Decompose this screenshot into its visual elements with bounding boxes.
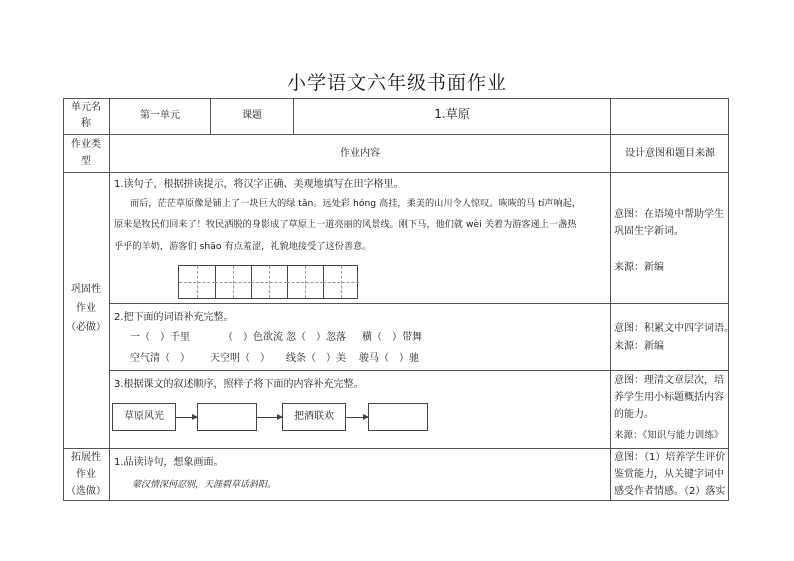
q4-intent-line-2: 鉴赏能力，从关键字词中 (614, 469, 724, 480)
q2-row1-item3: 忽（ ）忽落 (286, 332, 346, 343)
q4-prompt: 1.品读诗句，想象画面。 (114, 457, 224, 468)
q4-intent-line-1: 意图：（1）培养学生评价 (614, 452, 726, 463)
unit-name-label: 单元名 (71, 102, 101, 113)
extend-section-label-2: 作业 (76, 469, 96, 480)
q3-intent-line-3: 的能力。 (614, 409, 654, 420)
q3-source: 来源：《知识与能力训练》 (614, 430, 724, 441)
tianzige-grid[interactable] (178, 265, 358, 299)
content-header: 作业内容 (340, 148, 380, 159)
intent-header: 设计意图和题目来源 (625, 148, 715, 159)
homework-type-label: 作业类 (71, 139, 101, 150)
sequence-arrow (346, 417, 368, 418)
lesson-label: 课题 (242, 110, 262, 121)
table-rule (63, 448, 729, 449)
sequence-box-3: 把酒联欢 (282, 403, 346, 431)
table-rule (109, 303, 729, 304)
extend-section-label: 拓展性 (71, 452, 101, 463)
q1-passage-line-2: 原来是牧民们回来了！牧民洒脱的身影成了草原上一道亮丽的风景线。刚下马，他们就 wèi 关着为游客递上一盏热 (114, 219, 577, 230)
q2-row1-item4: 横（ ）带舞 (362, 332, 422, 343)
consolidate-section-label: 巩固性 (71, 284, 101, 295)
q2-row1-item2: （ ）色欲流 (223, 332, 283, 343)
q3-prompt: 3.根据课文的叙述顺序，照样子将下面的内容补充完整。 (114, 379, 364, 390)
q2-row1-item1: 一（ ）千里 (130, 332, 190, 343)
document-title: 小学语文六年级书面作业 (286, 72, 507, 94)
q1-intent: 意图：在语境中帮助学生巩固生字新词。 (614, 209, 724, 237)
consolidate-section-label-3: （必做） (66, 322, 106, 333)
q2-row2-item1: 空气清（ ） (130, 353, 190, 364)
q3-intent-line-2: 养学生用小标题概括内容 (614, 392, 724, 403)
sequence-box-4[interactable] (368, 403, 428, 431)
table-rule (63, 172, 729, 173)
consolidate-section-label-2: 作业 (76, 303, 96, 314)
unit-name-label-2: 称 (81, 118, 91, 129)
q4-poem: 蒙汉情深何忍别，天涯碧草话斜阳。 (132, 480, 277, 490)
table-rule (63, 134, 729, 135)
q2-intent: 意图：积累文中四字词语。 (614, 323, 734, 334)
q1-passage-line-3: 乎乎的羊奶，游客们 shāo 有点羞涩，礼貌地接受了这份善意。 (114, 241, 372, 252)
q1-passage-line-1: 而后，茫茫草原像是铺上了一块巨大的绿 tǎn。远处彩 hóng 高挂，柔美的山川令人惊叹。咴咴的马 tí声响起， (130, 198, 582, 209)
lesson-value: 1.草原 (434, 107, 470, 121)
extend-section-label-3: （选做） (66, 486, 106, 497)
q1-source: 来源：新编 (614, 262, 664, 273)
q2-row2-item3: 线条（ ）美 (286, 353, 346, 364)
q2-row2-item2: 天空明（ ） (210, 353, 270, 364)
table-rule (109, 370, 729, 371)
sequence-arrow (257, 417, 282, 418)
unit-value: 第一单元 (140, 110, 180, 121)
sequence-box-2[interactable] (197, 403, 257, 431)
sequence-box-1: 草原风光 (112, 403, 176, 431)
q4-intent-line-3: 感受作者情感。（2）落实 (614, 486, 726, 497)
q1-prompt: 1.读句子，根据拼读提示，将汉字正确、美观地填写在田字格里。 (114, 179, 404, 190)
q2-prompt: 2.把下面的词语补充完整。 (114, 312, 234, 323)
sequence-arrow (176, 417, 197, 418)
q2-row2-item4: 骏马（ ）驰 (359, 353, 419, 364)
q2-source: 来源：新编 (614, 341, 664, 352)
homework-type-label-2: 型 (81, 156, 91, 167)
q3-intent-line-1: 意图：理清文章层次，培 (614, 375, 724, 386)
